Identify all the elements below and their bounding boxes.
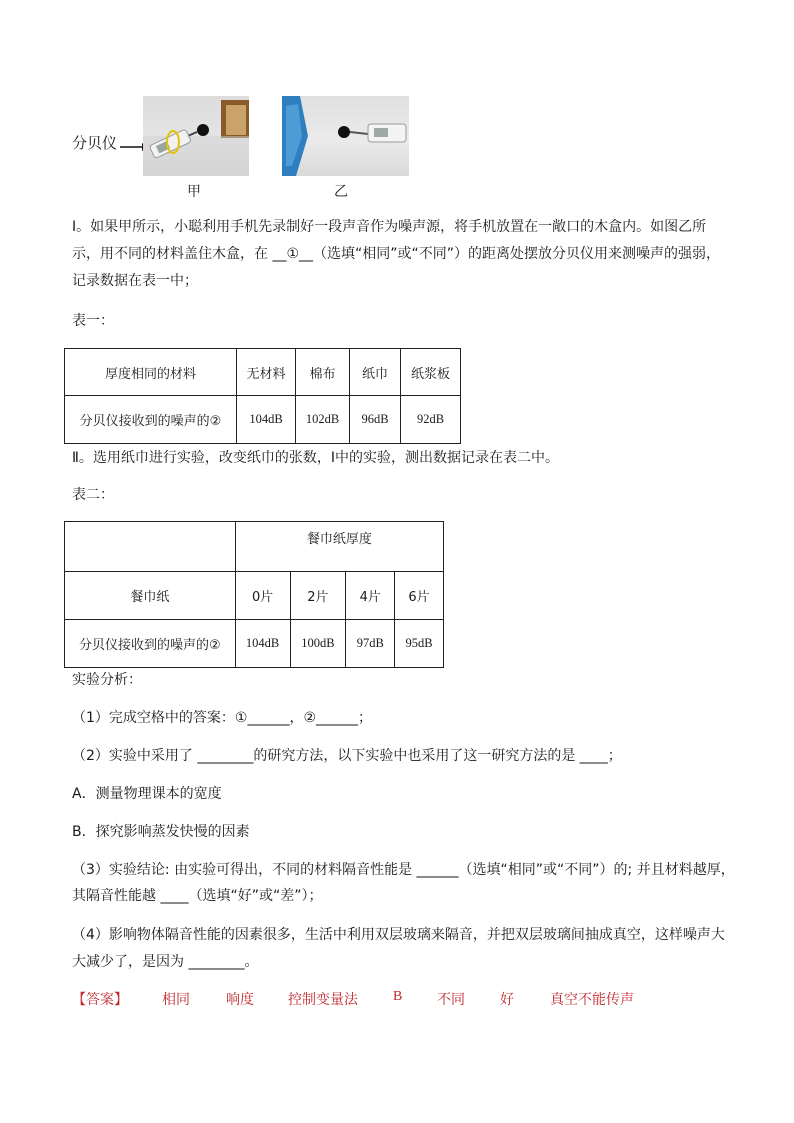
option-a: A．测量物理课本的宽度 [72, 786, 222, 802]
caption-jia: 甲 [187, 184, 201, 200]
table-cell: 95dB [395, 620, 444, 668]
table-row [65, 522, 444, 572]
table1-caption: 表一： [72, 313, 114, 329]
intro-line-1: Ⅰ。如果甲所示，小聪利用手机先录制好一段声音作为噪声源，将手机放置在一敞口的木盒内。如图乙所 [72, 219, 707, 235]
table-cell: 96dB [350, 396, 401, 444]
table-two [64, 521, 444, 668]
answer-item: 不同 [437, 992, 465, 1008]
table-row [65, 620, 444, 668]
table-cell: 4片 [346, 572, 395, 620]
table-row [65, 396, 461, 444]
photo-yi [282, 96, 409, 176]
table-cell: 100dB [290, 620, 346, 668]
table-cell: 97dB [346, 620, 395, 668]
photo-jia [143, 96, 249, 176]
intro-line-3: 记录数据在表一中； [72, 273, 198, 289]
table-cell: 104dB [235, 620, 290, 668]
question-4-line-1: （4）影响物体隔音性能的因素很多，生活中利用双层玻璃来隔音，并把双层玻璃间抽成真空，这样噪声大 [72, 927, 725, 943]
answer-item: 响度 [226, 992, 254, 1008]
question-3-line-1: （3）实验结论: 由实验可得出，不同的材料隔音性能是 ______（选填“相同”或“不同”）的; 并且材料越厚， [72, 862, 735, 878]
table-cell: 棉布 [296, 349, 350, 396]
table-cell: 104dB [237, 396, 296, 444]
table-cell: 纸浆板 [401, 349, 461, 396]
table-cell: 102dB [296, 396, 350, 444]
table-cell: 0片 [235, 572, 290, 620]
option-b: B．探究影响蒸发快慢的因素 [72, 824, 250, 840]
intro-line-2: 示，用不同的材料盖住木盒，在 __①__（选填“相同”或“不同”）的距离处摆放分贝仪用来测噪声的强弱， [72, 246, 721, 262]
table-cell: 无材料 [237, 349, 296, 396]
table-row [65, 572, 444, 620]
answer-item: 好 [500, 992, 514, 1008]
answer-item: 控制变量法 [288, 992, 358, 1008]
table-cell: 厚度相同的材料 [65, 349, 237, 396]
question-3-line-2: 其隔音性能越 ____（选填“好”或“差”）； [72, 888, 323, 904]
table-cell: 餐巾纸厚度 [235, 522, 443, 572]
question-4-line-2: 大减少了，是因为 ________。 [72, 954, 259, 970]
table-cell-empty [65, 522, 236, 572]
table-cell: 纸巾 [350, 349, 401, 396]
step-two: Ⅱ。选用纸巾进行实验，改变纸巾的张数，Ⅰ中的实验，测出数据记录在表二中。 [72, 450, 560, 466]
answer-item: 真空不能传声 [550, 992, 634, 1008]
meter-label: 分贝仪 [72, 134, 118, 152]
table-cell: 2片 [290, 572, 346, 620]
table-row [65, 349, 461, 396]
table-cell: 分贝仪接收到的噪声的② [65, 396, 237, 444]
table-cell: 6片 [395, 572, 444, 620]
answer-item: B [393, 989, 403, 1004]
answer-item: 相同 [162, 992, 190, 1008]
answer-label: 【答案】 [72, 992, 128, 1008]
analysis-title: 实验分析： [72, 672, 142, 688]
table-cell: 92dB [401, 396, 461, 444]
table-cell: 餐巾纸 [65, 572, 236, 620]
table2-caption: 表二： [72, 487, 114, 503]
question-1: （1）完成空格中的答案：①______，②______； [72, 710, 373, 726]
table-cell: 分贝仪接收到的噪声的② [65, 620, 236, 668]
question-2: （2）实验中采用了 ________的研究方法，以下实验中也采用了这一研究方法的是 ____； [72, 748, 622, 764]
table-one [64, 348, 461, 444]
caption-yi: 乙 [334, 184, 348, 200]
